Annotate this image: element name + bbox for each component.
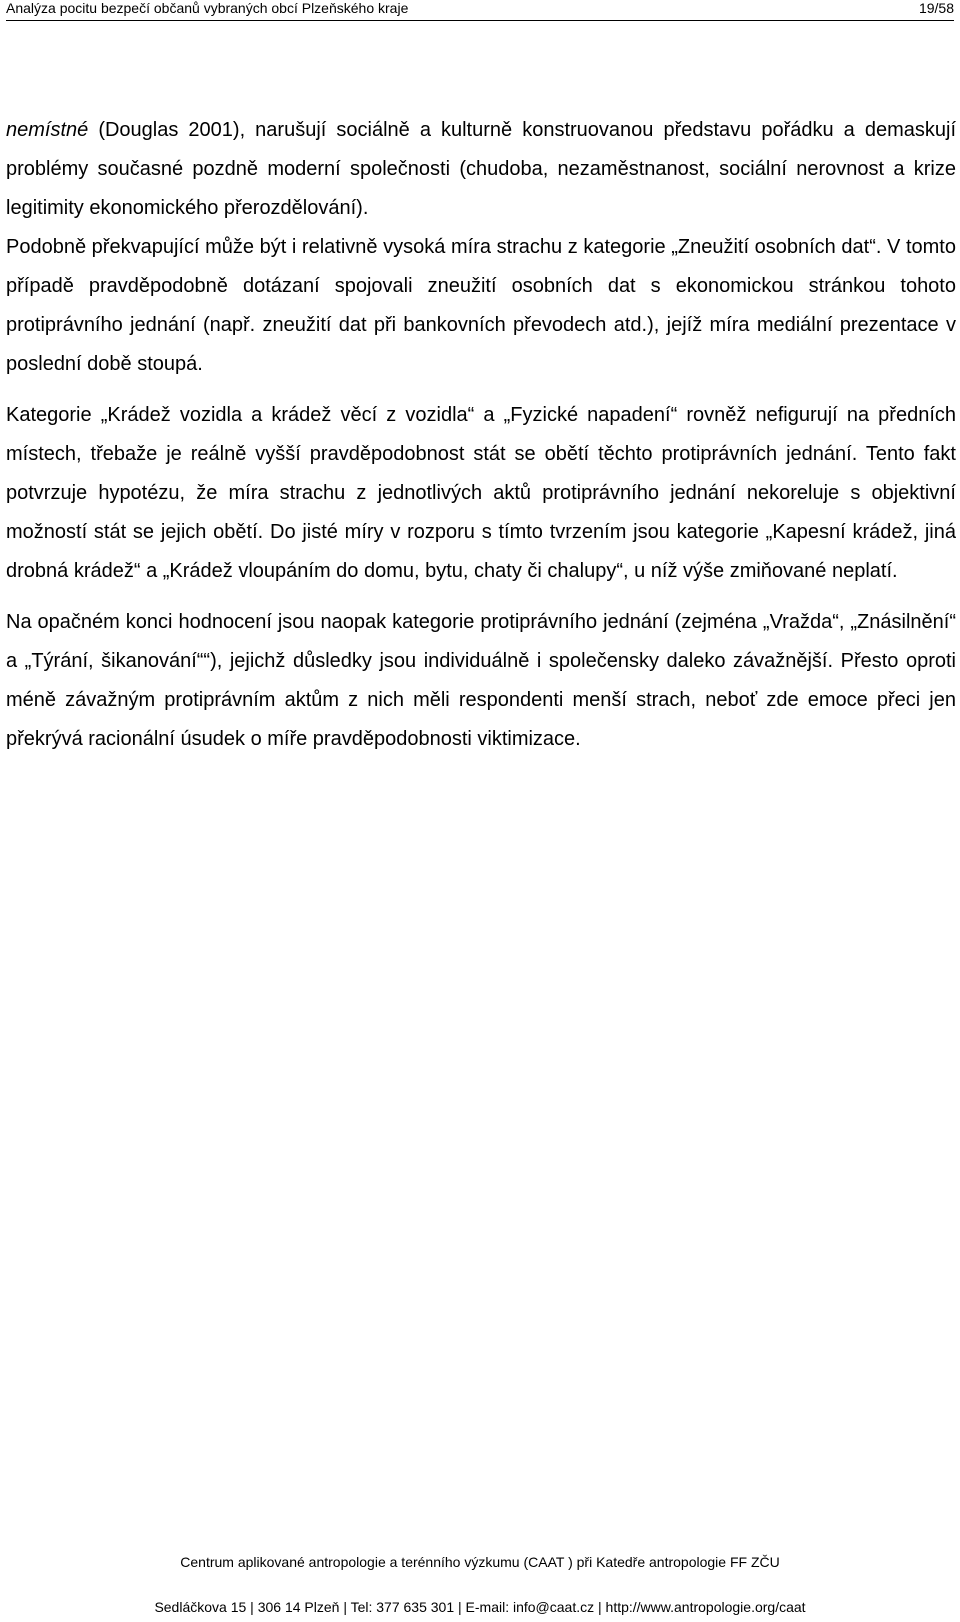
page-number: 19/58 <box>918 0 954 16</box>
footer-contact: Sedláčkova 15 | 306 14 Plzeň | Tel: 377 635 301 | E-mail: info@caat.cz | http://www.antropologie.org/caat <box>154 1599 806 1615</box>
paragraph-3: Kategorie „Krádež vozidla a krádež věcí z vozidla“ a „Fyzické napadení“ rovněž nefigurují na předních místech, třebaže je reálně vyšší pravděpodobnost stát se obětí těchto protiprávních jednání. Tento fakt potvrzuje hypotézu, že míra strachu z jednotlivých aktů protiprávního jednání nekoreluje s objektivní možností stát se jejich obětí. Do jisté míry v rozporu s tímto tvrzením jsou kategorie „Kapesní krádež, jiná drobná krádež“ a „Krádež vloupáním do domu, bytu, chaty či chalupy“, u níž výše zmiňované neplatí. <box>6 404 956 582</box>
paragraph-4: Na opačném konci hodnocení jsou naopak kategorie protiprávního jednání (zejména „Vražda“, „Znásilnění“ a „Týrání, šikanování““), jejichž důsledky jsou individuálně i společensky daleko závažnější. Přesto oproti méně závažným protiprávním aktům z nich měli respondenti menší strach, neboť zde emoce přeci jen překrývá racionální úsudek o míře pravděpodobnosti viktimizace. <box>6 611 956 750</box>
document-body <box>6 111 956 771</box>
paragraph-2: Podobně překvapující může být i relativně vysoká míra strachu z kategorie „Zneužití osobních dat“. V tomto případě pravděpodobně dotázaní spojovali zneužití osobních dat s ekonomickou stránkou tohoto protiprávního jednání (např. zneužití dat při bankovních převodech atd.), jejíž míra mediální prezentace v poslední době stoupá. <box>6 236 956 375</box>
paragraph-1 <box>6 111 956 228</box>
page-header <box>6 0 954 22</box>
paragraph-1-italic-term: nemístné <box>6 119 89 141</box>
document-title: Analýza pocitu bezpečí občanů vybraných obcí Plzeňského kraje <box>6 0 409 16</box>
paragraph-1-text: (Douglas 2001), narušují sociálně a kulturně konstruovanou představu pořádku a demaskují problémy současné pozdně moderní společnosti (chudoba, nezaměstnanost, sociální nerovnost a krize legitimity ekonomického přerozdělování). <box>6 119 956 219</box>
header-divider <box>6 20 954 21</box>
footer-institution: Centrum aplikované antropologie a terénního výzkumu (CAAT ) při Katedře antropologie FF ZČU <box>180 1554 780 1570</box>
